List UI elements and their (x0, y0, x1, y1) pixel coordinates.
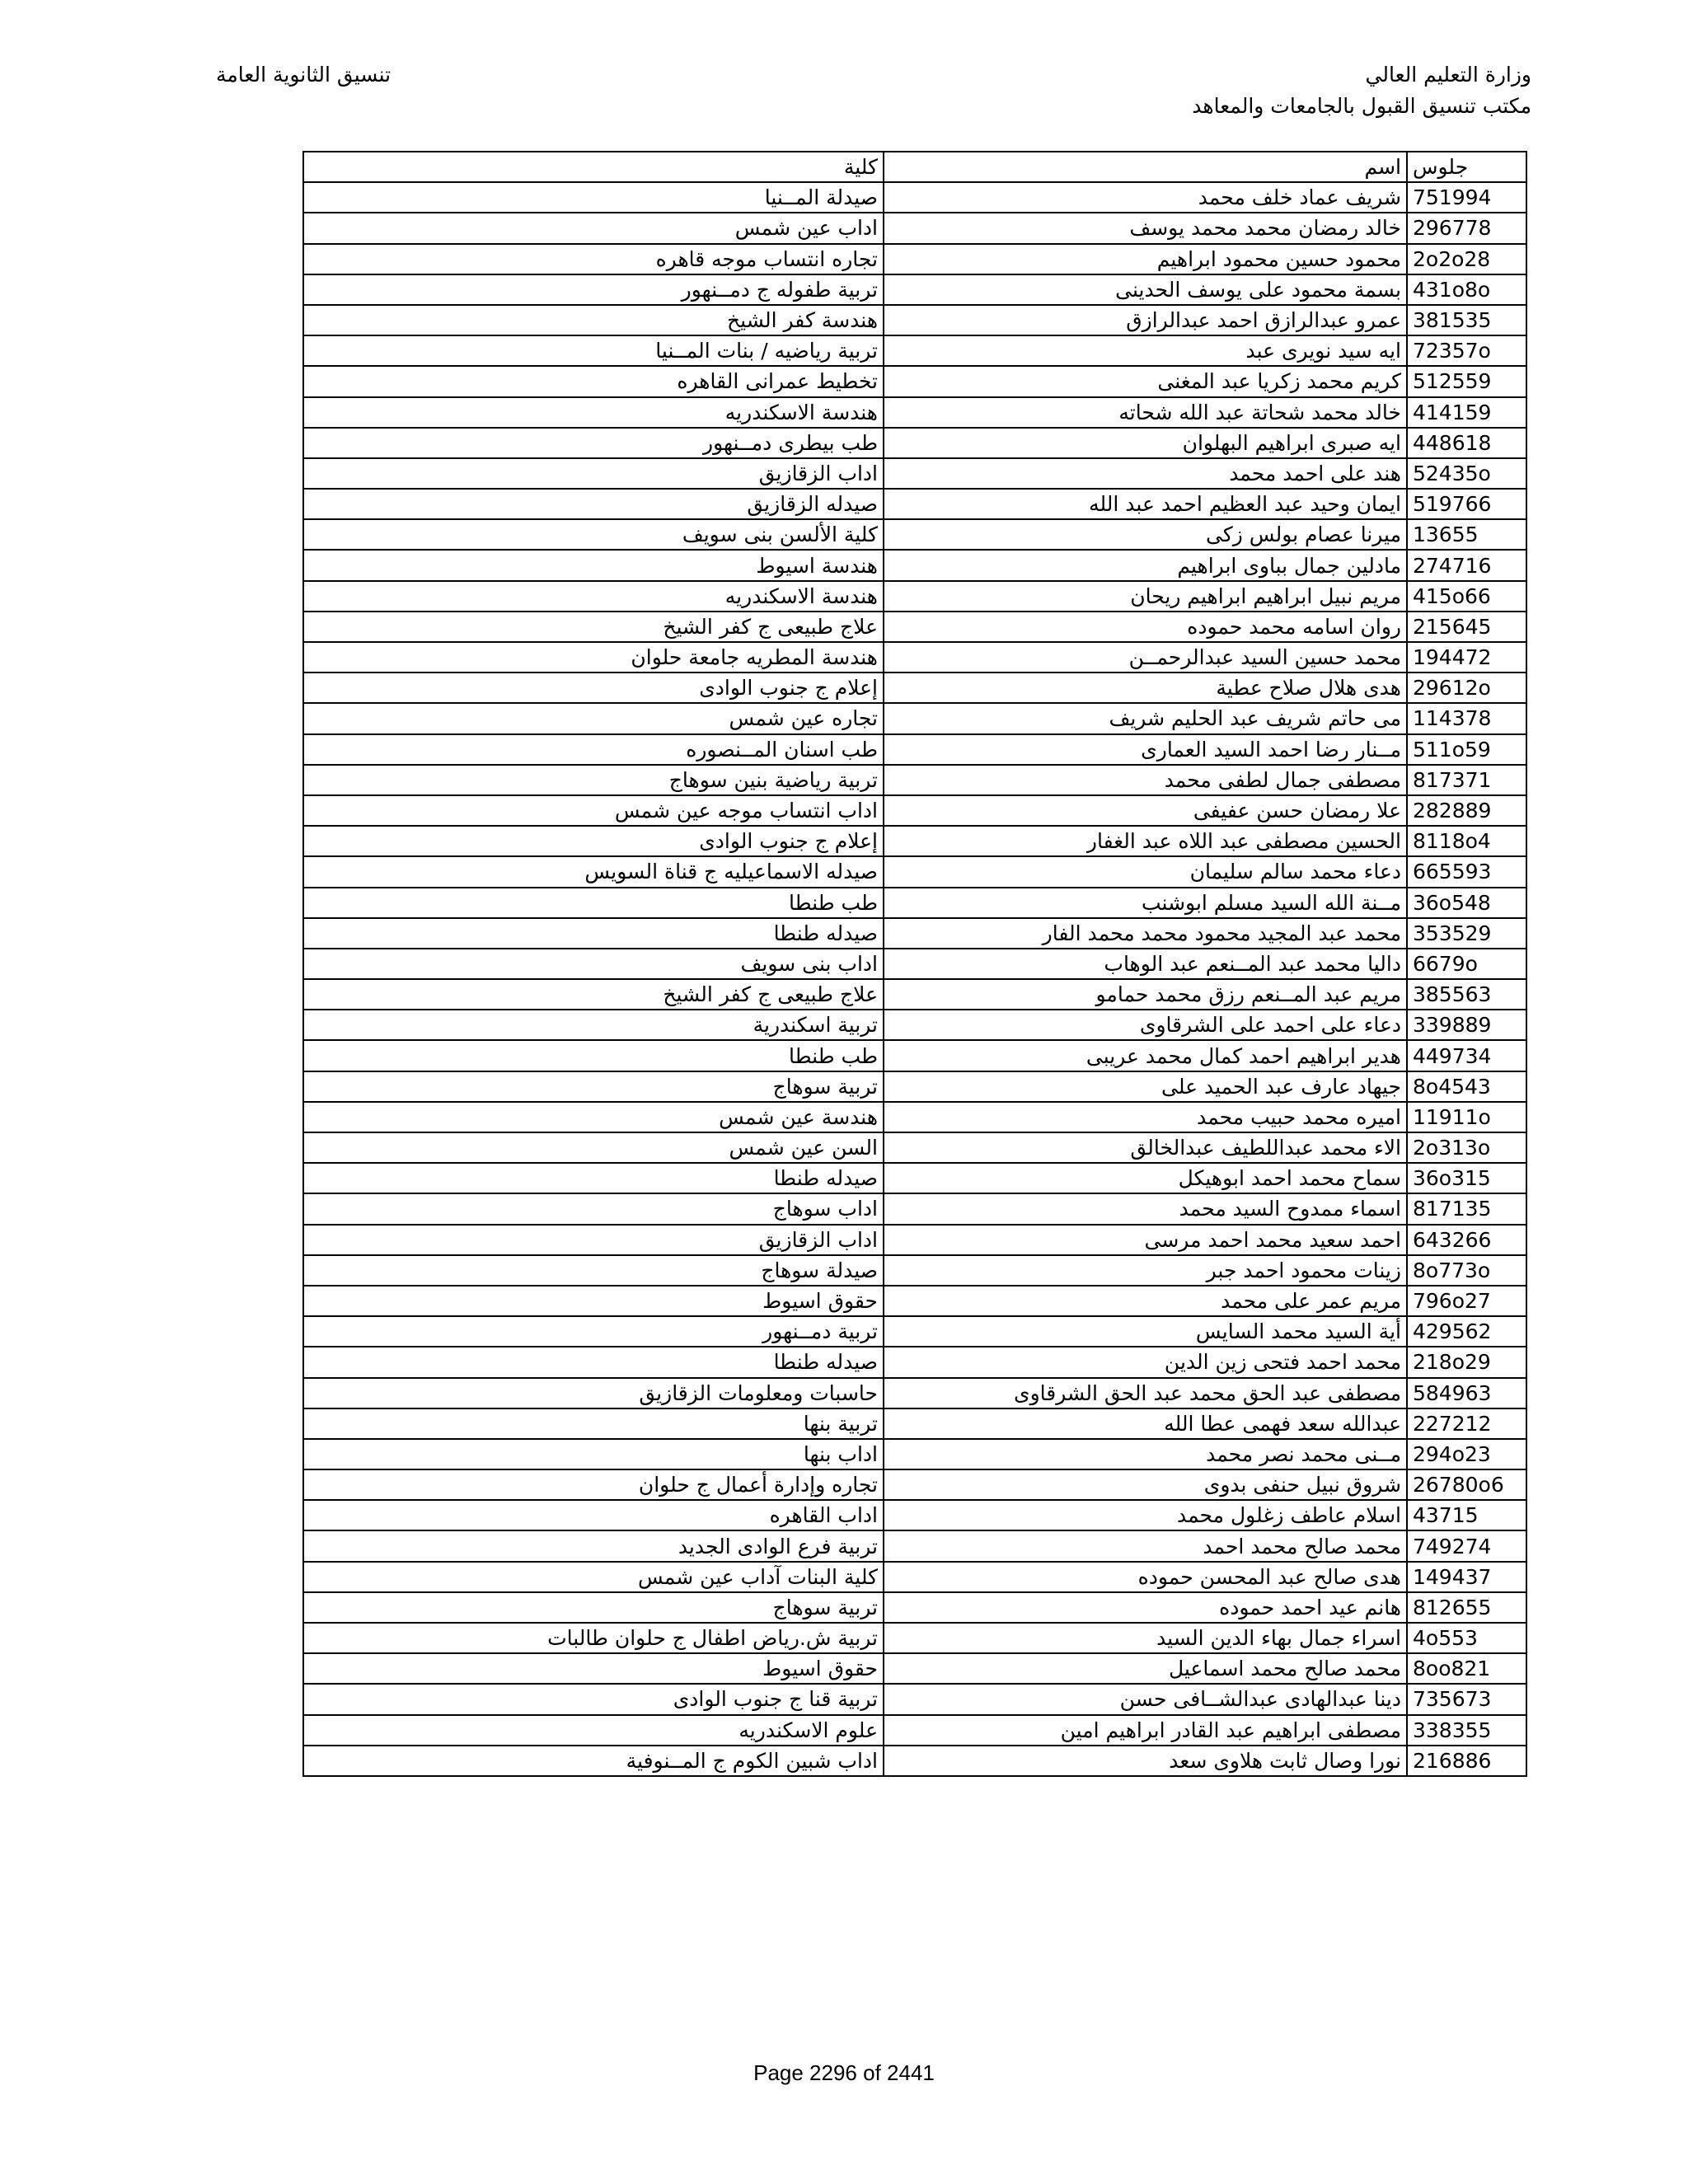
faculty-cell: اداب الزقازيق (303, 458, 884, 489)
student-name-cell: علا رمضان حسن عفيفى (884, 795, 1407, 826)
faculty-cell: تربية دمــنهور (303, 1316, 884, 1347)
student-name-cell: شريف عماد خلف محمد (884, 182, 1407, 213)
office-title: مكتب تنسيق القبول بالجامعات والمعاهد (1192, 94, 1531, 118)
table-header-row (303, 152, 1526, 182)
student-name-cell: مــنى محمد نصر محمد (884, 1439, 1407, 1469)
faculty-cell: صيدله طنطا (303, 918, 884, 949)
faculty-cell: تجاره عين شمس (303, 703, 884, 733)
student-name-cell: ميرنا عصام بولس زكى (884, 519, 1407, 550)
student-name-cell: ايمان وحيد عبد العظيم احمد عبد الله (884, 489, 1407, 519)
student-name-cell: احمد سعيد محمد احمد مرسى (884, 1225, 1407, 1255)
faculty-cell: علوم الاسكندريه (303, 1715, 884, 1746)
seat-number-cell: 218o29 (1407, 1347, 1526, 1377)
student-name-cell: خالد محمد شحاتة عبد الله شحاته (884, 397, 1407, 428)
student-name-cell: مصطفى جمال لطفى محمد (884, 765, 1407, 795)
seat-number-cell: 215645 (1407, 612, 1526, 642)
table-row (303, 1132, 1526, 1163)
student-name-cell: اميره محمد حبيب محمد (884, 1102, 1407, 1132)
faculty-cell: اداب انتساب موجه عين شمس (303, 795, 884, 826)
faculty-cell: تجاره انتساب موجه قاهره (303, 244, 884, 274)
seat-number-cell: 149437 (1407, 1562, 1526, 1592)
student-name-cell: محمود حسين محمود ابراهيم (884, 244, 1407, 274)
ministry-title: وزارة التعليم العالي (1365, 63, 1531, 87)
page-number: Page 2296 of 2441 (753, 2060, 935, 2085)
faculty-cell: هندسة الاسكندريه (303, 397, 884, 428)
student-name-cell: روان اسامه محمد حموده (884, 612, 1407, 642)
column-header-seat: جلوس (1407, 152, 1526, 182)
table-row (303, 182, 1526, 213)
faculty-cell: حقوق اسيوط (303, 1653, 884, 1684)
table-row (303, 1500, 1526, 1530)
table-row (303, 734, 1526, 765)
table-row (303, 1592, 1526, 1623)
faculty-cell: تربية قنا ج جنوب الوادى (303, 1684, 884, 1714)
table-row (303, 1040, 1526, 1071)
student-name-cell: مصطفى ابراهيم عبد القادر ابراهيم امين (884, 1715, 1407, 1746)
faculty-cell: إعلام ج جنوب الوادى (303, 826, 884, 856)
table-row (303, 1439, 1526, 1469)
student-name-cell: محمد حسين السيد عبدالرحمــن (884, 642, 1407, 673)
table-row (303, 703, 1526, 733)
faculty-cell: السن عين شمس (303, 1132, 884, 1163)
student-name-cell: جيهاد عارف عبد الحميد على (884, 1071, 1407, 1102)
seat-number-cell: 29612o (1407, 673, 1526, 703)
faculty-cell: حاسبات ومعلومات الزقازيق (303, 1378, 884, 1408)
student-name-cell: مريم نبيل ابراهيم ابراهيم ريحان (884, 581, 1407, 612)
seat-number-cell: 36o548 (1407, 888, 1526, 918)
student-name-cell: شروق نبيل حنفى بدوى (884, 1469, 1407, 1500)
seat-number-cell: 216886 (1407, 1746, 1526, 1776)
seat-number-cell: 8o4543 (1407, 1071, 1526, 1102)
table-row (303, 1684, 1526, 1714)
admissions-table (302, 151, 1527, 1777)
seat-number-cell: 519766 (1407, 489, 1526, 519)
seat-number-cell: 194472 (1407, 642, 1526, 673)
student-name-cell: دعاء على احمد على الشرقاوى (884, 1010, 1407, 1040)
table-row (303, 642, 1526, 673)
seat-number-cell: 448618 (1407, 428, 1526, 458)
table-row (303, 274, 1526, 305)
faculty-cell: تربية رياضية بنين سوهاج (303, 765, 884, 795)
faculty-cell: اداب عين شمس (303, 213, 884, 243)
table-row (303, 366, 1526, 396)
student-name-cell: مريم عبد المــنعم رزق محمد حمامو (884, 979, 1407, 1010)
faculty-cell: تربية اسكندرية (303, 1010, 884, 1040)
student-name-cell: هند على احمد محمد (884, 458, 1407, 489)
faculty-cell: طب بيطرى دمــنهور (303, 428, 884, 458)
seat-number-cell: 796o27 (1407, 1286, 1526, 1316)
table-row (303, 1347, 1526, 1377)
table-row (303, 673, 1526, 703)
seat-number-cell: 385563 (1407, 979, 1526, 1010)
table-row (303, 1653, 1526, 1684)
table-row (303, 1623, 1526, 1653)
faculty-cell: علاج طبيعى ج كفر الشيخ (303, 612, 884, 642)
table-row (303, 581, 1526, 612)
seat-number-cell: 665593 (1407, 856, 1526, 887)
faculty-cell: تربية طفوله ج دمــنهور (303, 274, 884, 305)
table-row (303, 1071, 1526, 1102)
student-name-cell: هدير ابراهيم احمد كمال محمد عريبى (884, 1040, 1407, 1071)
seat-number-cell: 114378 (1407, 703, 1526, 733)
table-row (303, 397, 1526, 428)
table-row (303, 213, 1526, 243)
seat-number-cell: 294o23 (1407, 1439, 1526, 1469)
faculty-cell: تربية سوهاج (303, 1071, 884, 1102)
faculty-cell: هندسة كفر الشيخ (303, 305, 884, 335)
table-row (303, 1746, 1526, 1776)
table-row (303, 856, 1526, 887)
table-row (303, 1193, 1526, 1224)
faculty-cell: علاج طبيعى ج كفر الشيخ (303, 979, 884, 1010)
table-row (303, 918, 1526, 949)
seat-number-cell: 6679o (1407, 949, 1526, 979)
seat-number-cell: 415o66 (1407, 581, 1526, 612)
student-name-cell: عبدالله سعد فهمى عطا الله (884, 1408, 1407, 1439)
table-row (303, 1286, 1526, 1316)
seat-number-cell: 339889 (1407, 1010, 1526, 1040)
student-name-cell: سماح محمد احمد ابوهيكل (884, 1163, 1407, 1193)
student-name-cell: بسمة محمود على يوسف الحدينى (884, 274, 1407, 305)
table-row (303, 458, 1526, 489)
faculty-cell: هندسة عين شمس (303, 1102, 884, 1132)
table-row (303, 519, 1526, 550)
student-name-cell: كريم محمد زكريا عبد المغنى (884, 366, 1407, 396)
column-header-name: اسم (884, 152, 1407, 182)
table-row (303, 489, 1526, 519)
student-name-cell: مادلين جمال بباوى ابراهيم (884, 550, 1407, 580)
faculty-cell: هندسة الاسكندريه (303, 581, 884, 612)
student-name-cell: مــنار رضا احمد السيد العمارى (884, 734, 1407, 765)
table-row (303, 1102, 1526, 1132)
admissions-table-body (303, 152, 1526, 1776)
seat-number-cell: 749274 (1407, 1530, 1526, 1561)
seat-number-cell: 431o8o (1407, 274, 1526, 305)
student-name-cell: محمد احمد فتحى زين الدين (884, 1347, 1407, 1377)
seat-number-cell: 643266 (1407, 1225, 1526, 1255)
seat-number-cell: 381535 (1407, 305, 1526, 335)
seat-number-cell: 282889 (1407, 795, 1526, 826)
faculty-cell: اداب القاهره (303, 1500, 884, 1530)
header-ministry (1192, 59, 1531, 122)
table-row (303, 1255, 1526, 1286)
faculty-cell: صيدله طنطا (303, 1163, 884, 1193)
faculty-cell: صيدلة المــنيا (303, 182, 884, 213)
table-row (303, 765, 1526, 795)
seat-number-cell: 11911o (1407, 1102, 1526, 1132)
faculty-cell: كلية البنات آداب عين شمس (303, 1562, 884, 1592)
table-row (303, 1225, 1526, 1255)
faculty-cell: اداب سوهاج (303, 1193, 884, 1224)
seat-number-cell: 52435o (1407, 458, 1526, 489)
column-header-faculty: كلية (303, 152, 884, 182)
faculty-cell: إعلام ج جنوب الوادى (303, 673, 884, 703)
faculty-cell: حقوق اسيوط (303, 1286, 884, 1316)
header-coordination (216, 59, 391, 91)
faculty-cell: تربية ش.رياض اطفال ج حلوان طالبات (303, 1623, 884, 1653)
student-name-cell: الحسين مصطفى عبد اللاه عبد الغفار (884, 826, 1407, 856)
student-name-cell: هدى هلال صلاح عطية (884, 673, 1407, 703)
table-row (303, 795, 1526, 826)
faculty-cell: تربية بنها (303, 1408, 884, 1439)
faculty-cell: اداب بنى سويف (303, 949, 884, 979)
student-name-cell: اسماء ممدوح السيد محمد (884, 1193, 1407, 1224)
table-row (303, 949, 1526, 979)
faculty-cell: صيدله الاسماعيليه ج قناة السويس (303, 856, 884, 887)
seat-number-cell: 8oo821 (1407, 1653, 1526, 1684)
faculty-cell: هندسة اسيوط (303, 550, 884, 580)
table-row (303, 1562, 1526, 1592)
table-row (303, 1408, 1526, 1439)
seat-number-cell: 817371 (1407, 765, 1526, 795)
student-name-cell: مى حاتم شريف عبد الحليم شريف (884, 703, 1407, 733)
faculty-cell: اداب شبين الكوم ج المــنوفية (303, 1746, 884, 1776)
student-name-cell: عمرو عبدالرازق احمد عبدالرازق (884, 305, 1407, 335)
student-name-cell: محمد صالح محمد اسماعيل (884, 1653, 1407, 1684)
faculty-cell: تخطيط عمرانى القاهره (303, 366, 884, 396)
table-row (303, 1010, 1526, 1040)
seat-number-cell: 812655 (1407, 1592, 1526, 1623)
faculty-cell: صيدله طنطا (303, 1347, 884, 1377)
faculty-cell: طب اسنان المــنصوره (303, 734, 884, 765)
student-name-cell: هانم عيد احمد حموده (884, 1592, 1407, 1623)
seat-number-cell: 8o773o (1407, 1255, 1526, 1286)
seat-number-cell: 2o313o (1407, 1132, 1526, 1163)
seat-number-cell: 353529 (1407, 918, 1526, 949)
seat-number-cell: 296778 (1407, 213, 1526, 243)
table-row (303, 888, 1526, 918)
table-row (303, 244, 1526, 274)
seat-number-cell: 227212 (1407, 1408, 1526, 1439)
seat-number-cell: 512559 (1407, 366, 1526, 396)
student-name-cell: زينات محمود احمد جبر (884, 1255, 1407, 1286)
table-row (303, 305, 1526, 335)
faculty-cell: صيدلة سوهاج (303, 1255, 884, 1286)
table-row (303, 1530, 1526, 1561)
table-row (303, 1163, 1526, 1193)
student-name-cell: الاء محمد عبداللطيف عبدالخالق (884, 1132, 1407, 1163)
seat-number-cell: 8118o4 (1407, 826, 1526, 856)
table-row (303, 826, 1526, 856)
table-row (303, 1316, 1526, 1347)
faculty-cell: اداب الزقازيق (303, 1225, 884, 1255)
seat-number-cell: 751994 (1407, 182, 1526, 213)
seat-number-cell: 511o59 (1407, 734, 1526, 765)
seat-number-cell: 43715 (1407, 1500, 1526, 1530)
student-name-cell: دينا عبدالهادى عبدالشــافى حسن (884, 1684, 1407, 1714)
student-name-cell: خالد رمضان محمد محمد يوسف (884, 213, 1407, 243)
seat-number-cell: 429562 (1407, 1316, 1526, 1347)
seat-number-cell: 26780o6 (1407, 1469, 1526, 1500)
seat-number-cell: 36o315 (1407, 1163, 1526, 1193)
table-row (303, 1378, 1526, 1408)
seat-number-cell: 414159 (1407, 397, 1526, 428)
student-name-cell: ايه صبرى ابراهيم البهلوان (884, 428, 1407, 458)
seat-number-cell: 72357o (1407, 335, 1526, 366)
table-row (303, 1715, 1526, 1746)
seat-number-cell: 338355 (1407, 1715, 1526, 1746)
faculty-cell: تربية فرع الوادى الجديد (303, 1530, 884, 1561)
student-name-cell: اسلام عاطف زغلول محمد (884, 1500, 1407, 1530)
student-name-cell: نورا وصال ثابت هلاوى سعد (884, 1746, 1407, 1776)
faculty-cell: اداب بنها (303, 1439, 884, 1469)
student-name-cell: داليا محمد عبد المــنعم عبد الوهاب (884, 949, 1407, 979)
faculty-cell: صيدله الزقازيق (303, 489, 884, 519)
faculty-cell: هندسة المطريه جامعة حلوان (303, 642, 884, 673)
table-row (303, 550, 1526, 580)
table-row (303, 979, 1526, 1010)
faculty-cell: تربية رياضيه / بنات المــنيا (303, 335, 884, 366)
student-name-cell: ايه سيد نويرى عبد (884, 335, 1407, 366)
table-row (303, 612, 1526, 642)
seat-number-cell: 817135 (1407, 1193, 1526, 1224)
student-name-cell: محمد صالح محمد احمد (884, 1530, 1407, 1561)
student-name-cell: أية السيد محمد السايس (884, 1316, 1407, 1347)
student-name-cell: مصطفى عبد الحق محمد عبد الحق الشرقاوى (884, 1378, 1407, 1408)
table-row (303, 1469, 1526, 1500)
table-row (303, 335, 1526, 366)
faculty-cell: تربية سوهاج (303, 1592, 884, 1623)
faculty-cell: تجاره وإدارة أعمال ج حلوان (303, 1469, 884, 1500)
table-row (303, 428, 1526, 458)
faculty-cell: طب طنطا (303, 888, 884, 918)
student-name-cell: مريم عمر على محمد (884, 1286, 1407, 1316)
student-name-cell: محمد عبد المجيد محمود محمد محمد الفار (884, 918, 1407, 949)
student-name-cell: مــنة الله السيد مسلم ابوشنب (884, 888, 1407, 918)
seat-number-cell: 4o553 (1407, 1623, 1526, 1653)
student-name-cell: دعاء محمد سالم سليمان (884, 856, 1407, 887)
seat-number-cell: 2o2o28 (1407, 244, 1526, 274)
student-name-cell: اسراء جمال بهاء الدين السيد (884, 1623, 1407, 1653)
student-name-cell: هدى صالح عبد المحسن حموده (884, 1562, 1407, 1592)
seat-number-cell: 13655 (1407, 519, 1526, 550)
faculty-cell: كلية الألسن بنى سويف (303, 519, 884, 550)
seat-number-cell: 584963 (1407, 1378, 1526, 1408)
seat-number-cell: 735673 (1407, 1684, 1526, 1714)
seat-number-cell: 449734 (1407, 1040, 1526, 1071)
faculty-cell: طب طنطا (303, 1040, 884, 1071)
coordination-title: تنسيق الثانوية العامة (216, 63, 392, 87)
seat-number-cell: 274716 (1407, 550, 1526, 580)
